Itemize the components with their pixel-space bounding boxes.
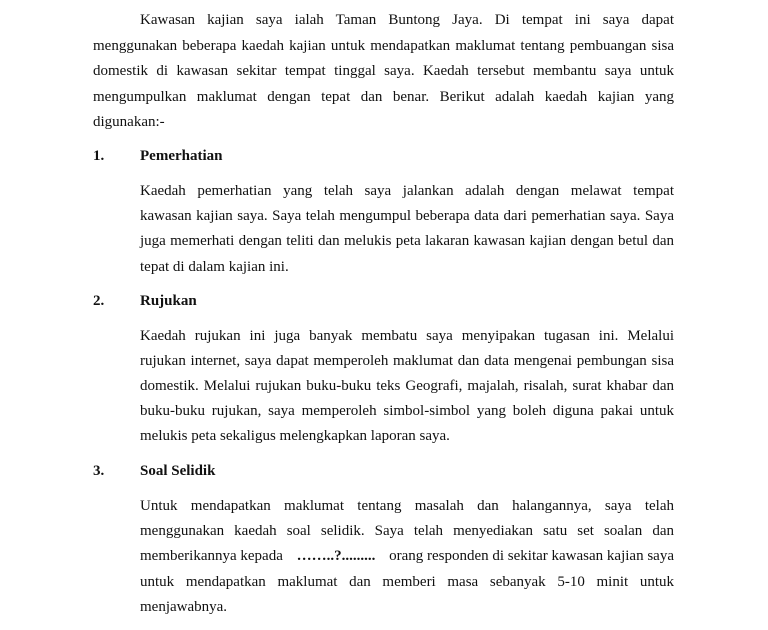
section-line-text: memberikannya kepada: [140, 548, 283, 564]
section-heading: Soal Selidik: [140, 463, 216, 479]
section-line: menggunakan kaedah soal selidik. Saya telah menyediakan satu set soalan dan: [140, 523, 674, 539]
section-number: 2.: [93, 293, 105, 309]
section-heading: Rujukan: [140, 293, 197, 309]
intro-line: digunakan:-: [93, 114, 165, 130]
intro-line: domestik di kawasan sekitar tempat tinggal saya. Kaedah tersebut membantu saya untuk: [93, 63, 674, 79]
section-line: domestik. Melalui rujukan buku-buku teks Geografi, majalah, risalah, surat khabar dan: [140, 378, 674, 394]
section-line: menjawabnya.: [140, 599, 228, 615]
section-line: untuk mendapatkan maklumat dan memberi masa sebanyak 5-10 minit untuk: [140, 574, 674, 590]
section-line: Untuk mendapatkan maklumat tentang masalah dan halangannya, saya telah: [140, 498, 674, 514]
intro-line: mengumpulkan maklumat dengan tepat dan benar. Berikut adalah kaedah kajian yang: [93, 89, 674, 105]
section-line-with-blank: [140, 547, 674, 565]
section-line: Kaedah rujukan ini juga banyak membatu saya menyipakan tugasan ini. Melalui: [140, 328, 674, 344]
section-line: rujukan internet, saya dapat memperoleh maklumat dan data mengenai pembungan sisa: [140, 353, 674, 369]
section-line: juga memerhati dengan teliti dan melukis peta lakaran kawasan kajian dengan betul dan: [140, 233, 674, 249]
section-line-text: orang responden di sekitar kawasan kajian saya: [389, 548, 674, 564]
section-line: tepat di dalam kajian ini.: [140, 259, 289, 275]
section-line: kawasan kajian saya. Saya telah mengumpul beberapa data dari pemerhatian saya. Saya: [140, 208, 674, 224]
responden-blank: ……..?.........: [296, 548, 376, 564]
section-line: Kaedah pemerhatian yang telah saya jalankan adalah dengan melawat tempat: [140, 183, 674, 199]
section-number: 1.: [93, 148, 105, 164]
intro-line: menggunakan beberapa kaedah kajian untuk mendapatkan maklumat tentang pembuangan sisa: [93, 38, 674, 54]
section-heading: Pemerhatian: [140, 148, 223, 164]
section-line: melukis peta sekaligus melengkapkan laporan saya.: [140, 428, 450, 444]
intro-line: Kawasan kajian saya ialah Taman Buntong Jaya. Di tempat ini saya dapat: [140, 12, 674, 28]
section-line: buku-buku rujukan, saya memperoleh simbol-simbol yang boleh diguna pakai untuk: [140, 403, 674, 419]
section-number: 3.: [93, 463, 105, 479]
